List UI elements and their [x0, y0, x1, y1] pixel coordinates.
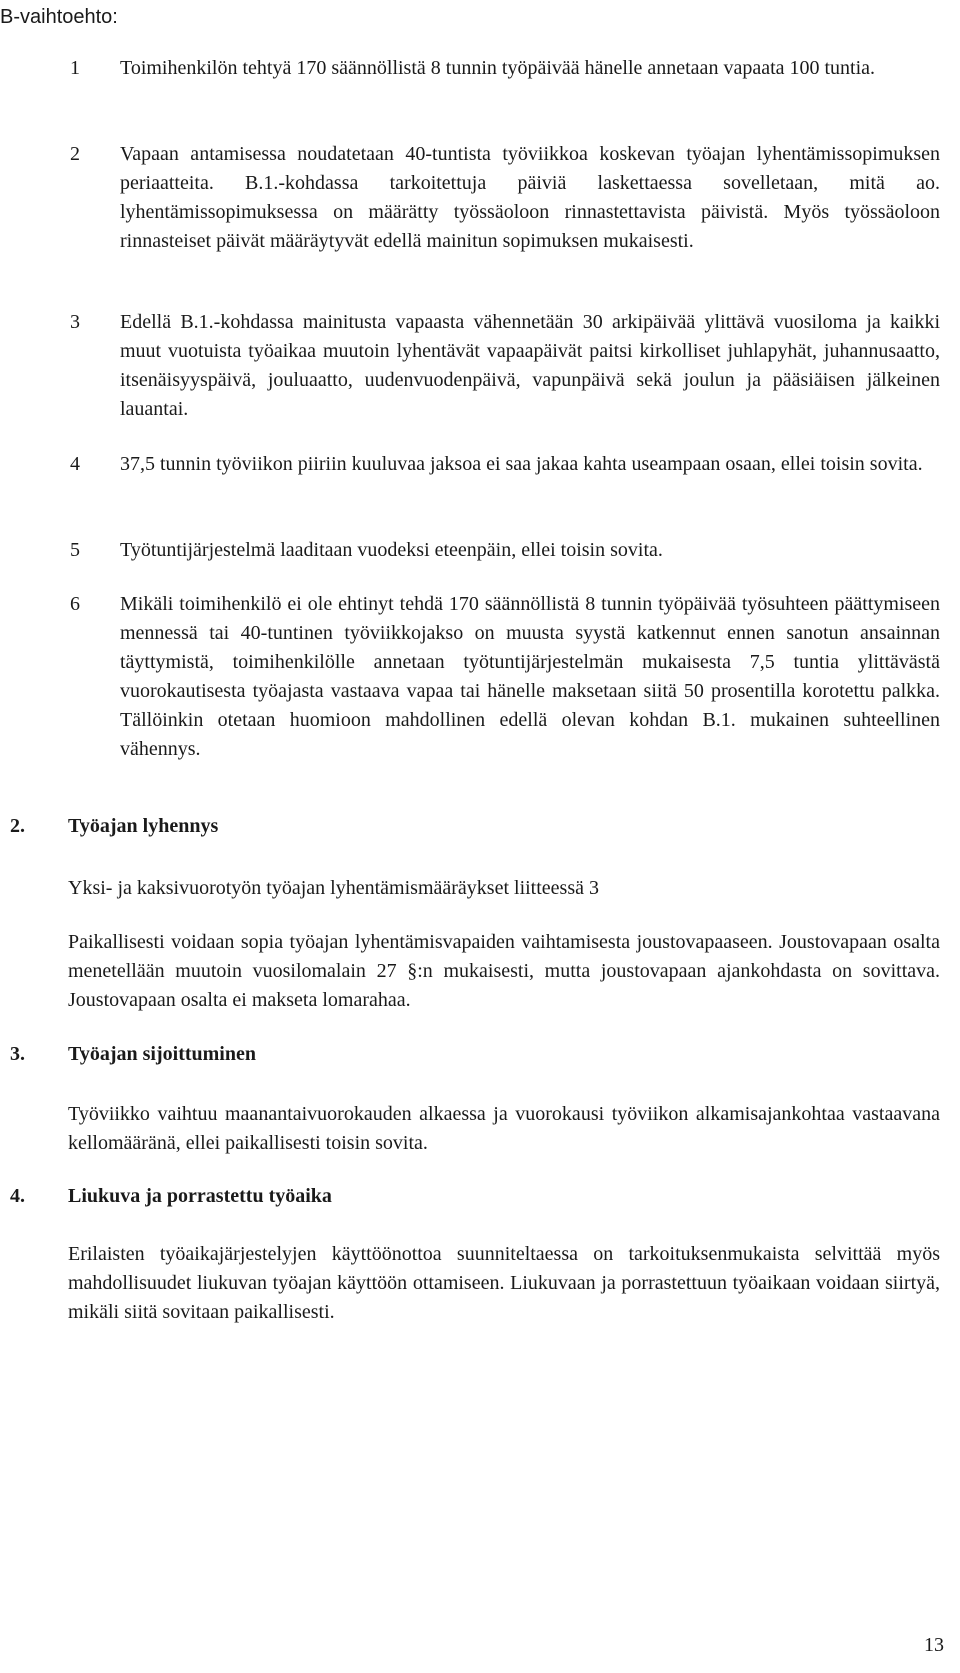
list-item: [70, 450, 940, 479]
list-item: [70, 54, 940, 83]
list-item-text: Mikäli toimihenkilö ei ole ehtinyt tehdä 170 säännöllistä 8 tunnin työpäivää työsuhteen päättymiseen mennessä tai 40-tuntinen työviikkojakso on muusta syystä katkennut ennen sanotun ansainnan täyttymistä, toimihenkilölle annetaan työtuntijärjestelmän mukaisesta 7,5 tuntia ylittävästä vuorokautisesta työajasta vastaava vapaa tai hänelle maksetaan siitä 50 prosentilla korotettu palkka. Tällöinkin otetaan huomioon mahdollinen edellä olevan kohdan B.1. mukainen suhteellinen vähennys.: [120, 593, 940, 760]
section-number: 3.: [10, 1043, 25, 1065]
list-item: [70, 536, 940, 565]
list-item-number: 4: [70, 453, 80, 475]
page-heading: B-vaihtoehto:: [0, 6, 118, 28]
section-title: Työajan lyhennys: [68, 815, 219, 837]
section-heading-4: [10, 1182, 930, 1211]
list-item-number: 1: [70, 57, 80, 79]
page-number: 13: [924, 1634, 944, 1656]
section-paragraph: Paikallisesti voidaan sopia työajan lyhentämisvapaiden vaihtamisesta joustovapaaseen. Joustovapaan osalta menetellään muutoin vuosilomalain 27 §:n mukaisesti, mutta joustovapaan ajankohdasta on sovittava. Joustovapaan osalta ei makseta lomarahaa.: [68, 931, 940, 1011]
section-paragraph: Erilaisten työaikajärjestelyjen käyttöönottoa suunniteltaessa on tarkoituksenmukaista selvittää myös mahdollisuudet liukuvan työajan käyttöön ottamiseen. Liukuvaan ja porrastettuun työaikaan voidaan siirtyä, mikäli siitä sovitaan paikallisesti.: [68, 1243, 940, 1323]
section-heading-2: [10, 812, 930, 841]
list-item: [70, 590, 940, 764]
section-heading-3: [10, 1040, 930, 1069]
section-number: 2.: [10, 815, 25, 837]
list-item-number: 2: [70, 143, 80, 165]
list-item: [70, 308, 940, 424]
list-item: [70, 140, 940, 256]
list-item-number: 3: [70, 311, 80, 333]
list-item-text: Edellä B.1.-kohdassa mainitusta vapaasta vähennetään 30 arkipäivää ylittävä vuosiloma ja kaikki muut vuotuista työaikaa muutoin lyhentävät vapaapäivät paitsi kirkolliset juhlapyhät, juhannusaatto, itsenäisyyspäivä, jouluaatto, uudenvuodenpäivä, vapunpäivä sekä joulun ja pääsiäisen jälkeinen lauantai.: [120, 311, 940, 420]
section-paragraph: Työviikko vaihtuu maanantaivuorokauden alkaessa ja vuorokausi työviikon alkamisajankohtaa vastaavana kellomääränä, ellei paikallisesti toisin sovita.: [68, 1103, 940, 1154]
list-item-text: 37,5 tunnin työviikon piiriin kuuluvaa jaksoa ei saa jakaa kahta useampaan osaan, ellei toisin sovita.: [120, 453, 923, 475]
section-number: 4.: [10, 1185, 25, 1207]
list-item-text: Vapaan antamisessa noudatetaan 40-tuntista työviikkoa koskevan työajan lyhentämissopimuksen periaatteita. B.1.-kohdassa tarkoitettuja päiviä laskettaessa sovelletaan, mitä ao. lyhentämissopimuksessa on määrätty työssäoloon rinnastettavista päivistä. Myös työssäoloon rinnasteiset päivät määräytyvät edellä mainitun sopimuksen mukaisesti.: [120, 143, 940, 252]
list-item-number: 6: [70, 593, 80, 615]
list-item-number: 5: [70, 539, 80, 561]
section-title: Työajan sijoittuminen: [68, 1043, 256, 1065]
section-paragraph: Yksi- ja kaksivuorotyön työajan lyhentämismääräykset liitteessä 3: [68, 877, 599, 899]
list-item-text: Työtuntijärjestelmä laaditaan vuodeksi eteenpäin, ellei toisin sovita.: [120, 539, 663, 561]
list-item-text: Toimihenkilön tehtyä 170 säännöllistä 8 tunnin työpäivää hänelle annetaan vapaata 100 tuntia.: [120, 57, 876, 79]
section-title: Liukuva ja porrastettu työaika: [68, 1185, 332, 1207]
